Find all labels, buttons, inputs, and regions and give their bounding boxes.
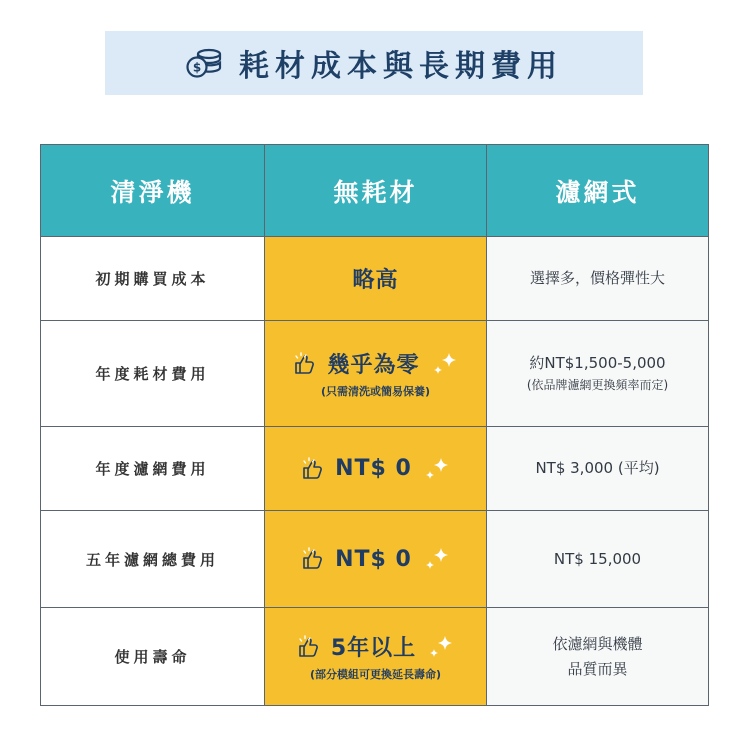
filter-cell — [487, 608, 708, 705]
row-label: 初期購買成本 — [41, 237, 265, 321]
sparkle-icon — [424, 546, 450, 572]
highlight-note: (部分模組可更換延長壽命) — [309, 668, 442, 681]
filter-cell — [487, 511, 708, 608]
svg-text:$: $ — [192, 60, 202, 75]
thumbs-up-icon — [293, 352, 315, 376]
highlight-value: 5年以上 — [330, 636, 417, 661]
filter-value: NT$ 3,000 (平均) — [535, 459, 660, 478]
highlight-cell — [265, 427, 487, 511]
highlight-cell — [265, 608, 487, 705]
page-title: 耗材成本與長期費用 — [239, 49, 563, 84]
highlight-value: NT$ 0 — [335, 546, 412, 572]
row-label: 年度耗材費用 — [41, 321, 265, 427]
highlight-value: NT$ 0 — [335, 456, 412, 481]
highlight-cell — [265, 321, 487, 427]
header-cell-filter-type: 濾網式 — [487, 145, 708, 237]
sparkle-icon — [432, 351, 458, 377]
header-cell-purifier: 清淨機 — [41, 145, 265, 237]
sparkle-icon — [428, 634, 454, 660]
filter-value: 選擇多，價格彈性大 — [529, 269, 665, 288]
row-label: 五年濾網總費用 — [41, 511, 265, 608]
filter-cell — [487, 427, 708, 511]
filter-value: NT$ 15,000 — [553, 549, 642, 568]
filter-value: 依濾網與機體 — [552, 634, 643, 653]
coins-icon — [185, 47, 225, 79]
filter-note: (依品牌濾網更換頻率而定) — [526, 377, 669, 392]
row-label: 使用壽命 — [41, 608, 265, 705]
highlight-cell — [265, 237, 487, 321]
filter-value: 約NT$1,500-5,000 — [529, 354, 666, 373]
highlight-note: (只需清洗或簡易保養) — [320, 385, 431, 398]
thumbs-up-icon — [297, 635, 319, 659]
header-cell-no-consumables: 無耗材 — [265, 145, 487, 237]
thumbs-up-icon — [301, 457, 323, 481]
filter-cell — [487, 237, 708, 321]
thumbs-up-icon — [301, 547, 323, 571]
comparison-table — [40, 144, 709, 706]
filter-cell — [487, 321, 708, 427]
highlight-value: 幾乎為零 — [327, 353, 420, 378]
highlight-value: 略高 — [352, 268, 399, 293]
filter-note: 品質而異 — [567, 659, 628, 678]
highlight-cell — [265, 511, 487, 608]
row-label: 年度濾網費用 — [41, 427, 265, 511]
sparkle-icon — [424, 456, 450, 482]
title-banner — [105, 31, 643, 95]
